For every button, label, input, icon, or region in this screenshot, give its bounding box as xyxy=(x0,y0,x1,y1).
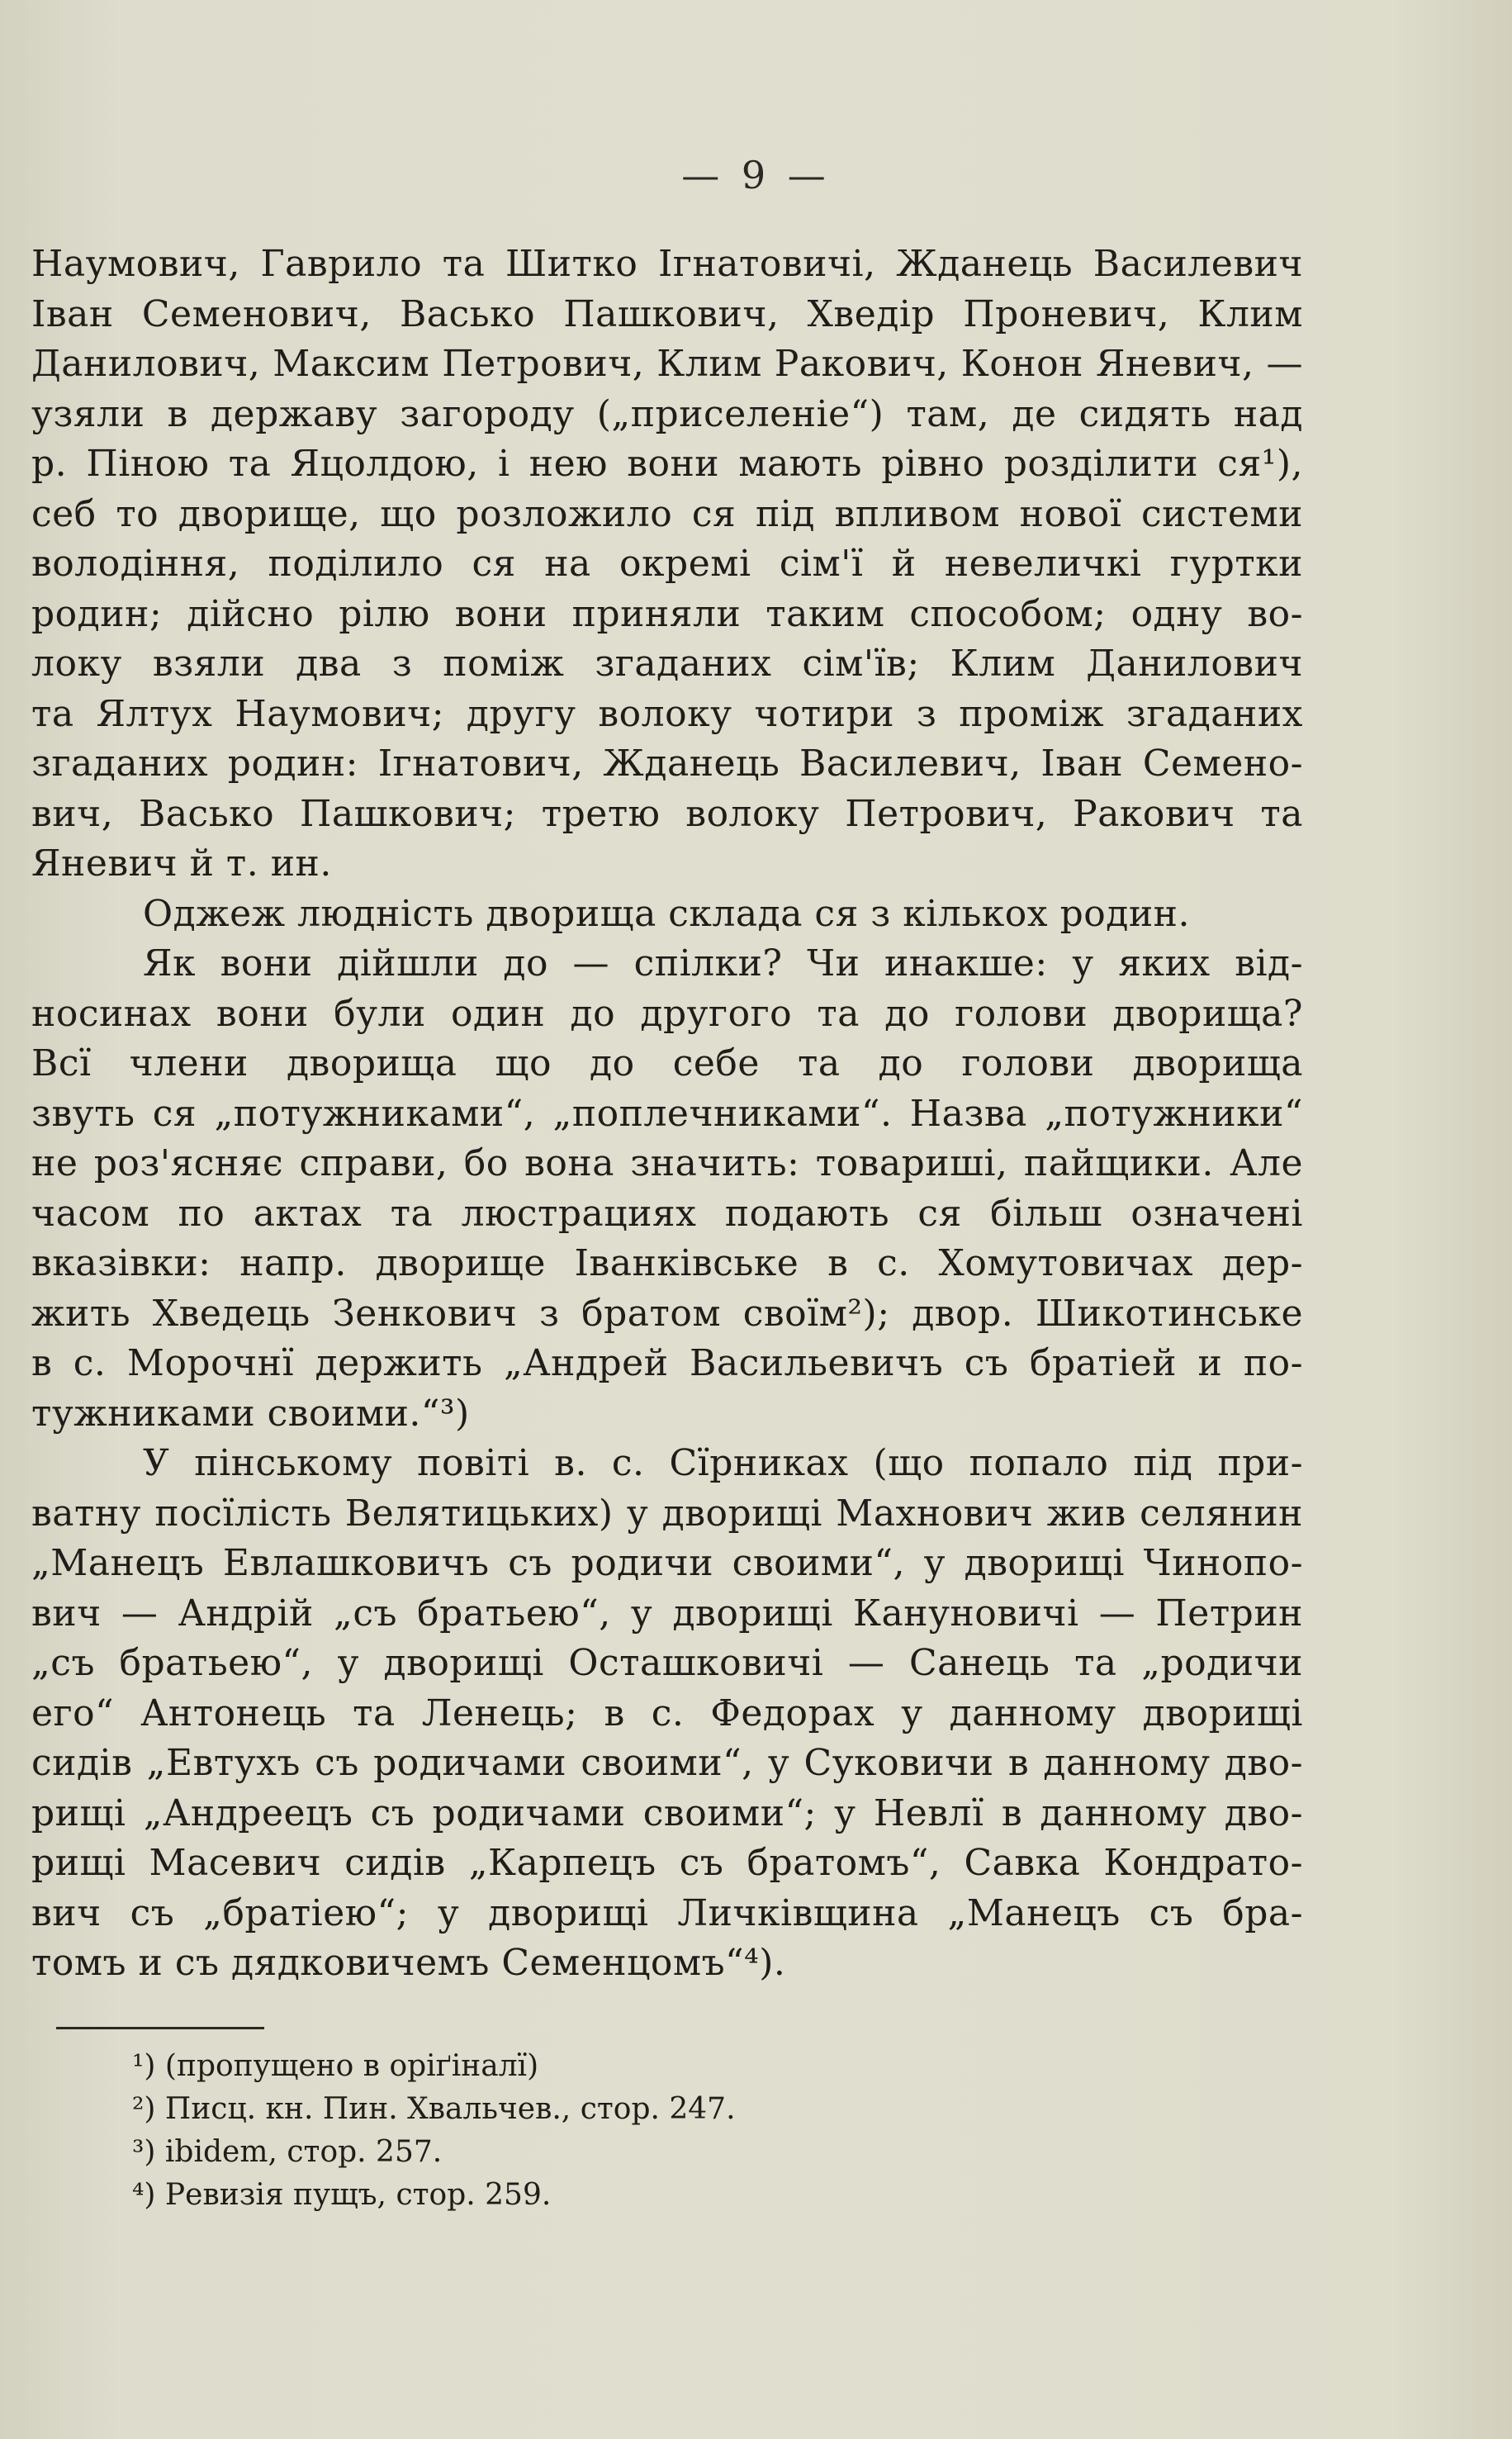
footnote: ⁴) Ревизія пущъ, стор. 259. xyxy=(132,2178,552,2212)
footnote: ³) ibidem, стор. 257. xyxy=(132,2135,443,2169)
text-line: себ то дворище, що розложило ся під впливом нової системи xyxy=(31,492,1303,535)
text-line: не роз'ясняє справи, бо вона значить: товариші, пайщики. Але xyxy=(31,1142,1303,1184)
text-line: вич, Васько Пашкович; третю волоку Петрович, Ракович та xyxy=(31,792,1303,835)
text-line: его“ Антонець та Ленець; в с. Федорах у данному дворищі xyxy=(31,1692,1303,1734)
text-line: володіння, поділило ся на окремі сім'ї й невеличкі гуртки xyxy=(31,543,1303,585)
footnote: ²) Писц. кн. Пин. Хвальчев., стор. 247. xyxy=(132,2092,736,2126)
text-line: Данилович, Максим Петрович, Клим Ракович, Конон Яневич, — xyxy=(31,343,1303,385)
text-line: вич — Андрій „съ братьею“, у дворищі Кануновичі — Петрин xyxy=(31,1592,1303,1635)
text-line: Яневич й т. ин. xyxy=(31,842,332,885)
text-line: томъ и съ дядковичемъ Семенцомъ“⁴). xyxy=(31,1942,786,1984)
text-line: та Ялтух Наумович; другу волоку чотири з проміж згаданих xyxy=(31,692,1303,735)
text-line: звуть ся „потужниками“, „поплечниками“. Назва „потужники“ xyxy=(31,1092,1303,1135)
text-line: сидів „Евтухъ съ родичами своими“, у Суковичи в данному дво- xyxy=(31,1742,1303,1784)
text-line: У пінському повіті в. с. Сїрниках (що попало під при- xyxy=(143,1442,1303,1484)
text-line: узяли в державу загороду („приселеніе“) там, де сидять над xyxy=(31,392,1303,435)
text-line: рищі Масевич сидів „Карпецъ съ братомъ“, Савка Кондрато- xyxy=(31,1842,1303,1884)
page-number: — 9 — xyxy=(681,153,831,197)
text-line: Іван Семенович, Васько Пашкович, Хведір Проневич, Клим xyxy=(31,292,1303,335)
text-line: вказівки: напр. дворище Іванківське в с. Хомутовичах дер- xyxy=(31,1242,1303,1284)
body-text xyxy=(31,240,1303,1989)
text-line: жить Хведець Зенкович з братом своїм²); двор. Шикотинське xyxy=(31,1292,1303,1335)
text-line: носинах вони були один до другого та до голови дворища? xyxy=(31,992,1303,1035)
text-line: вич съ „братіею“; у дворищі Личківщина „Манецъ съ бра- xyxy=(31,1891,1303,1934)
text-line: Оджеж людність дворища склада ся з кількох родин. xyxy=(143,892,1190,935)
text-line: „Манецъ Евлашковичъ съ родичи своими“, у дворищі Чинопо- xyxy=(31,1542,1303,1584)
text-line: в с. Морочнї держить „Андрей Васильевичъ съ братіей и по- xyxy=(31,1342,1303,1384)
footnote: ¹) (пропущено в оріґіналї) xyxy=(132,2049,539,2083)
footnote-divider xyxy=(56,2027,264,2029)
text-line: тужниками своими.“³) xyxy=(31,1392,470,1435)
text-line: Як вони дійшли до — спілки? Чи инакше: у яких від- xyxy=(143,942,1303,985)
text-line: ватну посїлість Велятицьких) у дворищі Махнович жив селянин xyxy=(31,1492,1303,1535)
text-line: Наумович, Гаврило та Шитко Ігнатовичі, Жданець Василевич xyxy=(31,243,1303,285)
text-line: Всї члени дворища що до себе та до голови дворища xyxy=(31,1042,1303,1084)
text-line: родин; дійсно рілю вони приняли таким способом; одну во- xyxy=(31,592,1303,635)
footnotes xyxy=(132,2045,1206,2217)
text-line: „съ братьею“, у дворищі Осташковичі — Санець та „родичи xyxy=(31,1642,1303,1684)
text-line: згаданих родин: Ігнатович, Жданець Василевич, Іван Семено- xyxy=(31,743,1303,785)
text-line: часом по актах та люстрациях подають ся більш означені xyxy=(31,1192,1303,1235)
text-line: локу взяли два з поміж згаданих сім'їв; Клим Данилович xyxy=(31,643,1303,685)
text-line: р. Піною та Яцолдою, і нею вони мають рівно розділити ся¹), xyxy=(31,443,1303,485)
text-line: рищі „Андреецъ съ родичами своими“; у Невлї в данному дво- xyxy=(31,1791,1303,1834)
